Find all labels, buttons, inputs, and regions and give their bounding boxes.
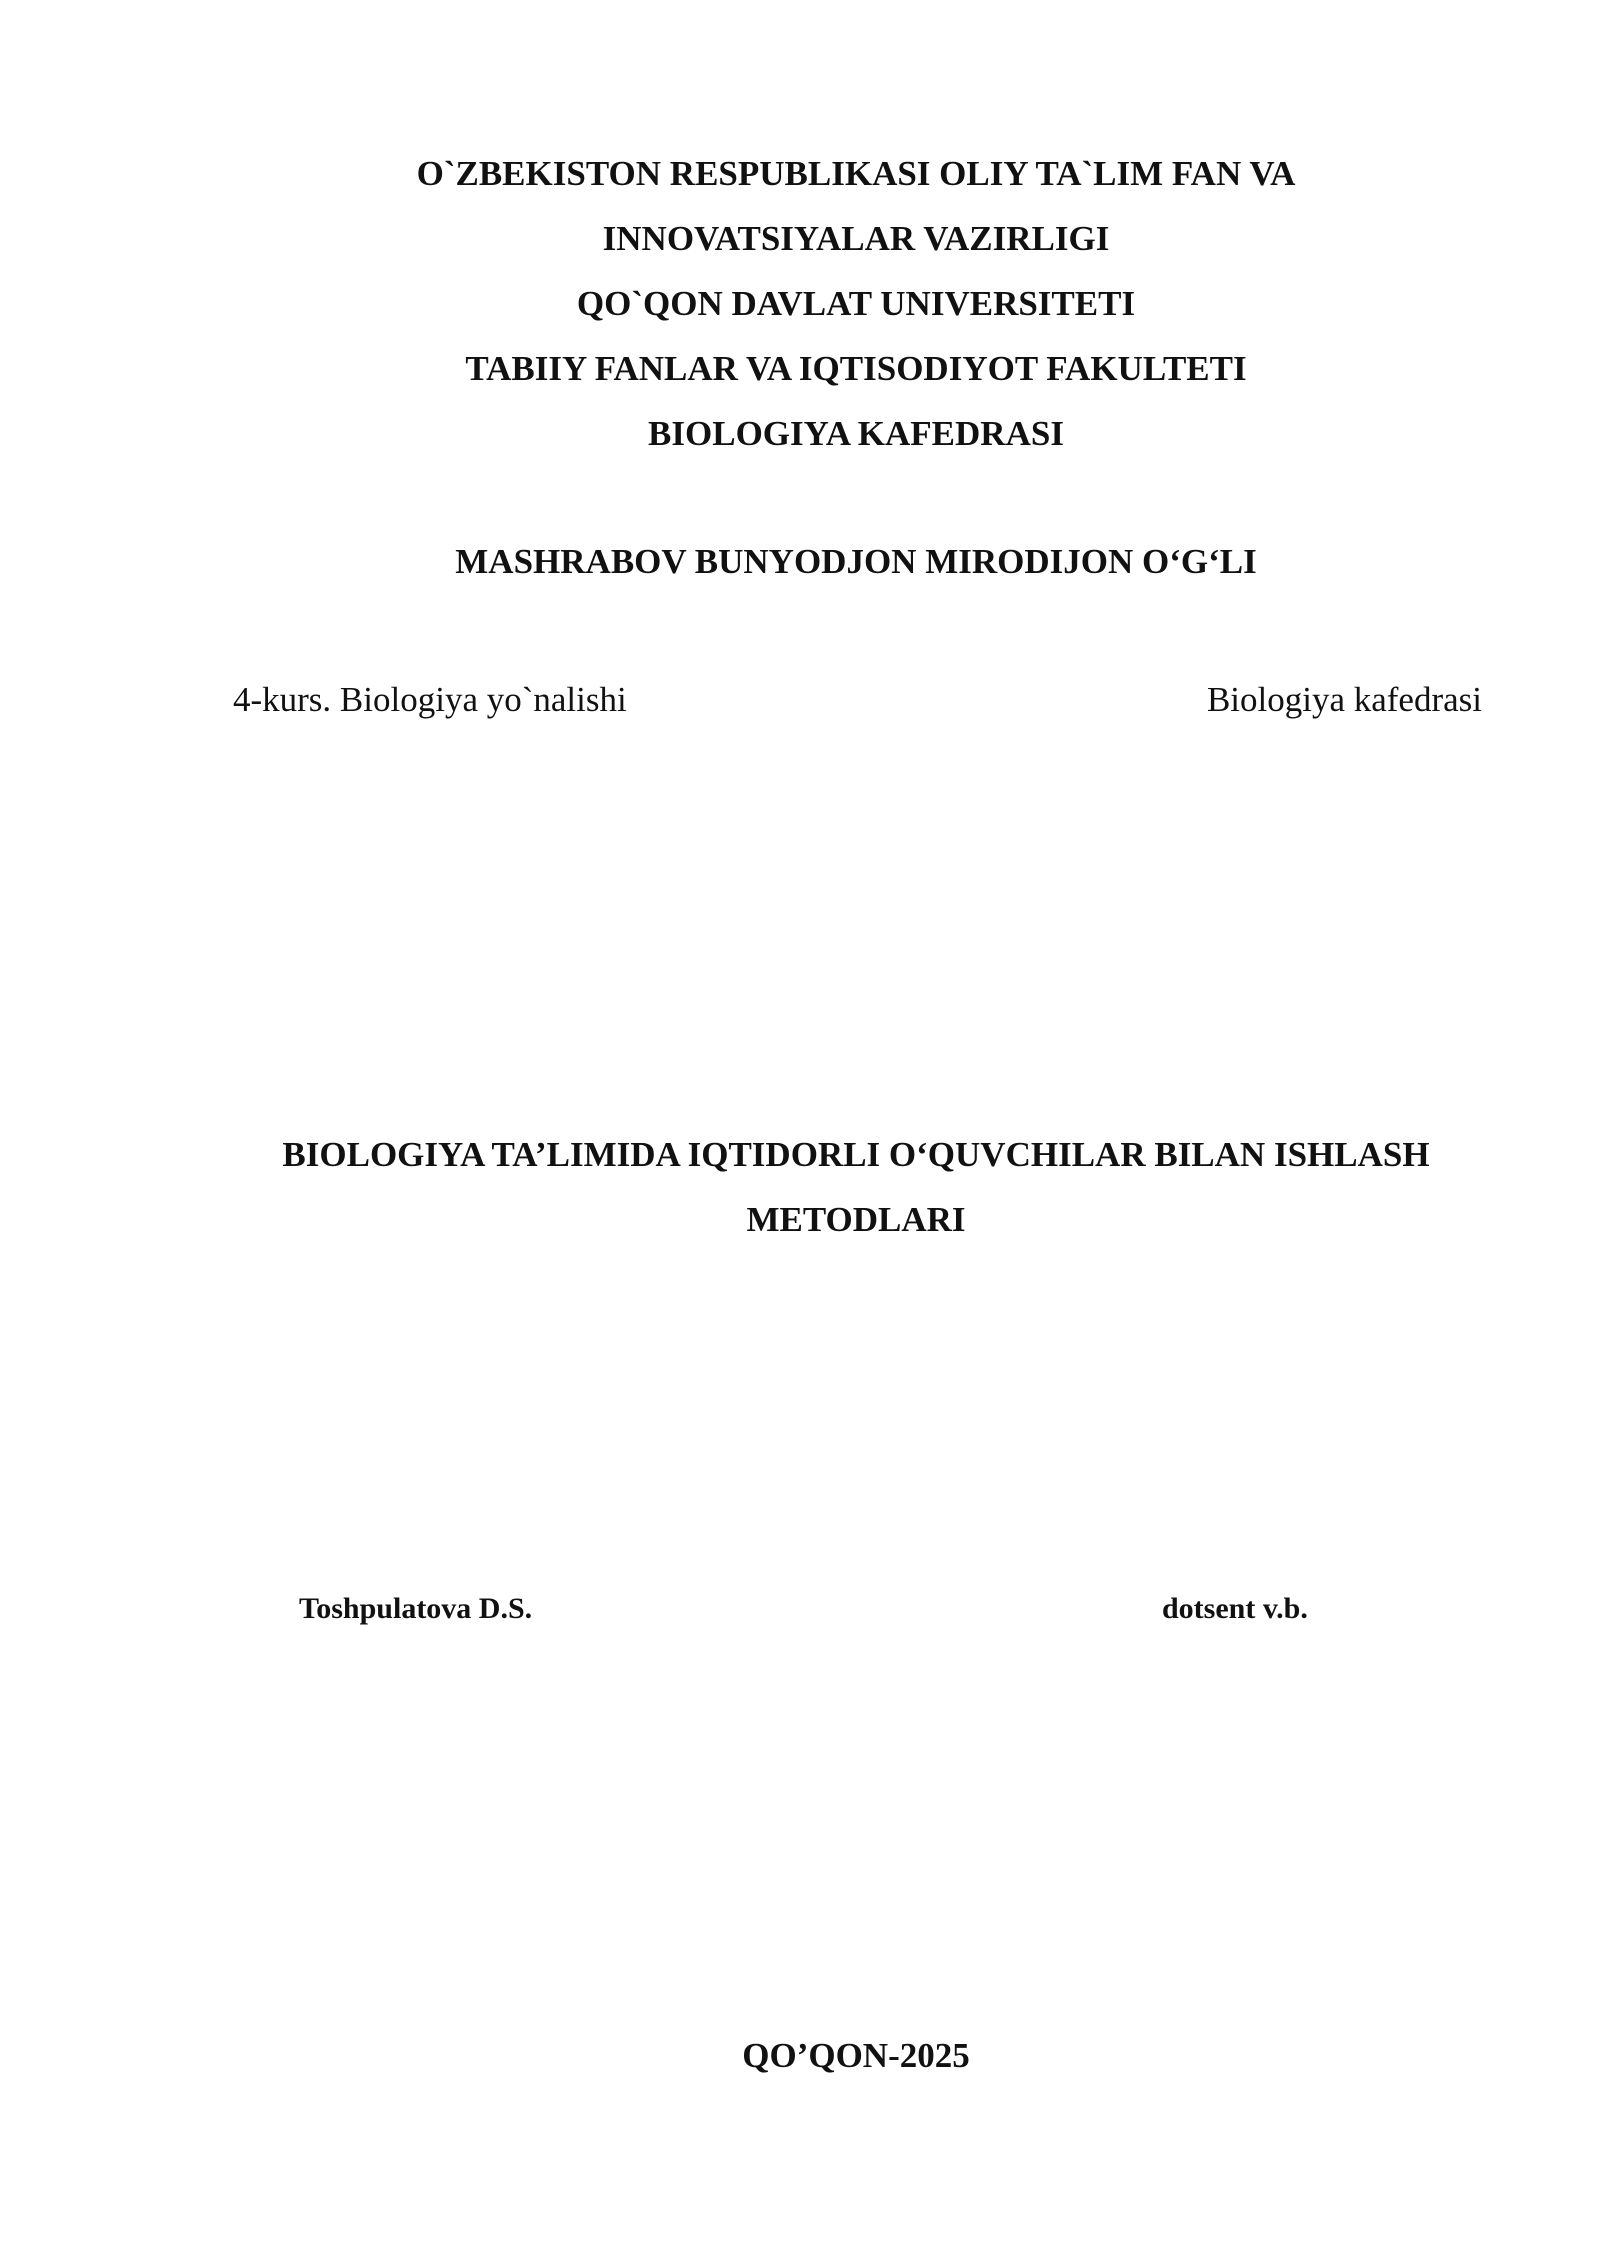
header-line-faculty: TABIIY FANLAR VA IQTISODIYOT FAKULTETI [465, 349, 1247, 388]
student-name: MASHRABOV BUNYODJON MIRODIJON O‘G‘LI [455, 542, 1257, 581]
course-info: 4-kurs. Biologiya yo`nalishi [233, 680, 627, 719]
department-info: Biologiya kafedrasi [1206, 680, 1482, 719]
thesis-title-line-1: BIOLOGIYA TA’LIMIDA IQTIDORLI O‘QUVCHILAR BILAN ISHLASH [282, 1135, 1430, 1174]
header-line-university: QO`QON DAVLAT UNIVERSITETI [576, 284, 1136, 323]
header-line-department: BIOLOGIYA KAFEDRASI [648, 414, 1064, 453]
thesis-title-line-2: METODLARI [746, 1200, 966, 1239]
header-line-ministry: O`ZBEKISTON RESPUBLIKASI OLIY TA`LIM FAN VA [416, 154, 1296, 193]
supervisor-title: dotsent v.b. [1162, 1592, 1308, 1625]
supervisor-name: Toshpulatova D.S. [299, 1592, 533, 1625]
city-year: QO’QON-2025 [742, 2036, 970, 2075]
header-line-ministry-cont: INNOVATSIYALAR VAZIRLIGI [602, 219, 1110, 258]
